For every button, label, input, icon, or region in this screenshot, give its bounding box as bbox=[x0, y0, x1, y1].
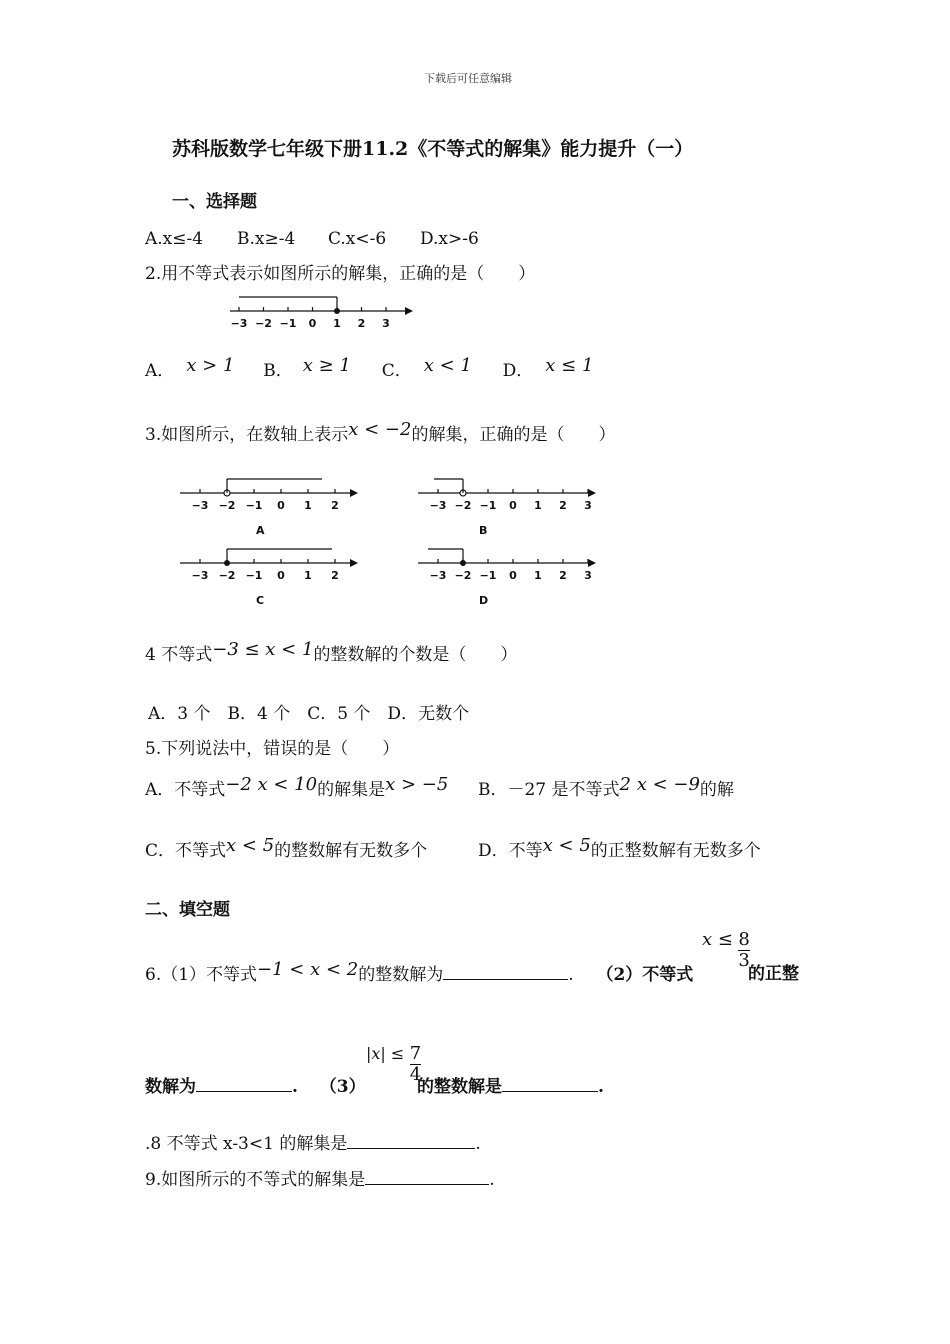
axis-tick-label: 1 bbox=[333, 317, 341, 330]
axis-tick-label: 0 bbox=[277, 569, 285, 582]
axis-tick-label: 2 bbox=[559, 499, 567, 512]
q9-stem: 9.如图所示的不等式的解集是 bbox=[145, 1170, 366, 1190]
q5-c-post: 的整数解有无数多个 bbox=[274, 841, 428, 861]
axis-tick-label: 3 bbox=[382, 317, 390, 330]
q5-d-post: 的正整数解有无数多个 bbox=[590, 841, 761, 861]
q5-c-math: x < 5 bbox=[226, 835, 275, 856]
q5-b-math: 2 x < −9 bbox=[619, 774, 700, 795]
q5-d-pre: D．不等 bbox=[478, 841, 543, 861]
q5-a-math2: x > −5 bbox=[385, 774, 449, 795]
q6-part3-denominator: 4 bbox=[409, 1064, 422, 1085]
axis-tick-label: −1 bbox=[279, 317, 297, 330]
q6-part2-cont: 数解为 bbox=[145, 1077, 196, 1097]
q3-caption-c: C bbox=[256, 594, 265, 607]
axis-tick-label: −3 bbox=[429, 569, 447, 582]
axis-tick-label: 2 bbox=[559, 569, 567, 582]
q9-blank[interactable] bbox=[365, 1168, 489, 1185]
q4-stem-math: −3 ≤ x < 1 bbox=[212, 639, 314, 660]
q5-option-d bbox=[478, 835, 761, 862]
q6-part2-period: . bbox=[292, 1077, 298, 1097]
q6-line1 bbox=[145, 959, 694, 986]
axis-tick-label: −3 bbox=[191, 499, 209, 512]
q5-c-pre: C．不等式 bbox=[145, 841, 227, 861]
q6-part3-numerator: 7 bbox=[409, 1043, 422, 1064]
q8-period: . bbox=[475, 1134, 481, 1154]
q5-a-math1: −2 x < 10 bbox=[225, 774, 318, 795]
q3-caption-d: D bbox=[479, 594, 489, 607]
axis-tick-label: −2 bbox=[255, 317, 272, 330]
q4-stem bbox=[145, 639, 518, 666]
axis-tick-label: −1 bbox=[479, 499, 497, 512]
section-heading-choice: 一、选择题 bbox=[172, 192, 257, 212]
axis-tick-label: −2 bbox=[454, 499, 472, 512]
q2-opt-d-letter: D． bbox=[502, 361, 534, 381]
q5-option-b bbox=[478, 774, 734, 801]
q2-opt-b-letter: B． bbox=[263, 361, 293, 381]
q3-caption-b: B bbox=[479, 524, 488, 537]
q9-line bbox=[145, 1168, 495, 1191]
q3-stem-math: x < −2 bbox=[348, 419, 412, 440]
q3-number-line-a bbox=[180, 476, 360, 542]
q4-stem-post: 的整数解的个数是（ ） bbox=[313, 645, 518, 665]
q6-part2-pre: （2）不等式 bbox=[596, 965, 694, 985]
q1-option-a: A.x≤-4 bbox=[145, 229, 204, 249]
q6-part2-numerator: 8 bbox=[738, 929, 750, 950]
axis-tick-label: 0 bbox=[308, 317, 317, 330]
axis-tick-label: −2 bbox=[454, 569, 472, 582]
axis-tick-label: 2 bbox=[331, 499, 339, 512]
q6-part3-ineq: |x| ≤ bbox=[366, 1044, 405, 1063]
q4-options: A．3 个 B．4 个 C．5 个 D．无数个 bbox=[148, 704, 470, 724]
axis-tick-label: 1 bbox=[304, 499, 312, 512]
axis-tick-label: 1 bbox=[304, 569, 312, 582]
q3-caption-a: A bbox=[256, 524, 265, 537]
q5-option-c bbox=[145, 835, 428, 862]
q5-b-pre: B．－27 是不等式 bbox=[478, 780, 620, 800]
q6-part3-period: . bbox=[598, 1077, 604, 1097]
q8-blank[interactable] bbox=[347, 1132, 475, 1149]
q5-a-pre: A．不等式 bbox=[145, 780, 226, 800]
q5-b-post: 的解 bbox=[699, 780, 734, 800]
axis-tick-label: 0 bbox=[509, 499, 517, 512]
q3-stem-post: 的解集，正确的是（ ） bbox=[411, 425, 616, 445]
axis-tick-label: 1 bbox=[534, 499, 542, 512]
q1-option-d: D.x>-6 bbox=[420, 229, 479, 249]
q2-opt-b-math: x ≥ 1 bbox=[302, 355, 351, 376]
axis-tick-label: −2 bbox=[218, 499, 236, 512]
q6-part2-math bbox=[702, 930, 750, 971]
axis-tick-label: 1 bbox=[534, 569, 542, 582]
axis-tick-label: 3 bbox=[584, 499, 592, 512]
q6-part1-math: −1 < x < 2 bbox=[257, 959, 359, 980]
q5-d-math: x < 5 bbox=[542, 835, 591, 856]
q1-option-b: B.x≥-4 bbox=[237, 229, 296, 249]
page-header: 下载后可任意编辑 bbox=[424, 72, 512, 85]
q5-stem: 5.下列说法中，错误的是（ ） bbox=[145, 739, 400, 759]
q2-opt-a-math: x > 1 bbox=[186, 355, 235, 376]
q2-stem: 2.用不等式表示如图所示的解集，正确的是（ ） bbox=[145, 264, 536, 284]
q4-stem-pre: 4 不等式 bbox=[145, 645, 213, 665]
q6-part1-post: 的整数解为 bbox=[358, 965, 444, 985]
q2-options bbox=[145, 355, 594, 382]
axis-tick-label: −1 bbox=[479, 569, 497, 582]
q6-part2-ineq: x ≤ bbox=[702, 929, 733, 950]
axis-tick-label: 0 bbox=[277, 499, 285, 512]
q3-number-line-b bbox=[416, 476, 606, 542]
axis-tick-label: −1 bbox=[245, 569, 263, 582]
q6-part1-period: . bbox=[568, 965, 574, 985]
axis-tick-label: −3 bbox=[230, 317, 248, 330]
q8-line bbox=[145, 1132, 481, 1155]
section-heading-fill: 二、填空题 bbox=[145, 900, 230, 920]
q6-part1-pre: 6.（1）不等式 bbox=[145, 965, 258, 985]
q6-blank-2[interactable] bbox=[196, 1075, 292, 1092]
q2-opt-d-math: x ≤ 1 bbox=[545, 355, 594, 376]
q3-number-line-c bbox=[180, 546, 360, 612]
axis-tick-label: 2 bbox=[357, 317, 366, 330]
q6-part2-denominator: 3 bbox=[738, 950, 750, 971]
q3-stem-pre: 3.如图所示，在数轴上表示 bbox=[145, 425, 349, 445]
q6-part3-post: 的整数解是 bbox=[417, 1077, 502, 1097]
q6-part3-tail bbox=[417, 1075, 604, 1098]
q3-number-line-d bbox=[416, 546, 606, 612]
axis-tick-label: −2 bbox=[218, 569, 236, 582]
q6-part2-post: 的正整 bbox=[748, 964, 799, 984]
q6-blank-1[interactable] bbox=[443, 963, 568, 980]
q2-opt-c-letter: C． bbox=[381, 361, 412, 381]
axis-tick-label: 2 bbox=[331, 569, 339, 582]
q6-part3-pre: （3） bbox=[319, 1077, 366, 1097]
q1-option-c: C.x<-6 bbox=[328, 229, 387, 249]
q6-part3-math bbox=[366, 1044, 421, 1085]
page-title: 苏科版数学七年级下册11.2《不等式的解集》能力提升（一） bbox=[172, 138, 694, 160]
q2-number-line bbox=[225, 292, 415, 336]
q8-stem: .8 不等式 x-3<1 的解集是 bbox=[145, 1134, 348, 1154]
q5-option-a bbox=[145, 774, 449, 801]
axis-tick-label: −3 bbox=[429, 499, 447, 512]
q2-opt-a-letter: A． bbox=[145, 361, 175, 381]
q6-line2 bbox=[145, 1075, 366, 1098]
axis-tick-label: −3 bbox=[191, 569, 209, 582]
q5-a-mid: 的解集是 bbox=[317, 780, 386, 800]
axis-tick-label: 0 bbox=[509, 569, 517, 582]
q2-opt-c-math: x < 1 bbox=[423, 355, 472, 376]
axis-tick-label: 3 bbox=[584, 569, 592, 582]
axis-tick-label: −1 bbox=[245, 499, 263, 512]
q3-stem bbox=[145, 419, 616, 446]
q6-blank-3[interactable] bbox=[502, 1075, 598, 1092]
q9-period: . bbox=[489, 1170, 495, 1190]
